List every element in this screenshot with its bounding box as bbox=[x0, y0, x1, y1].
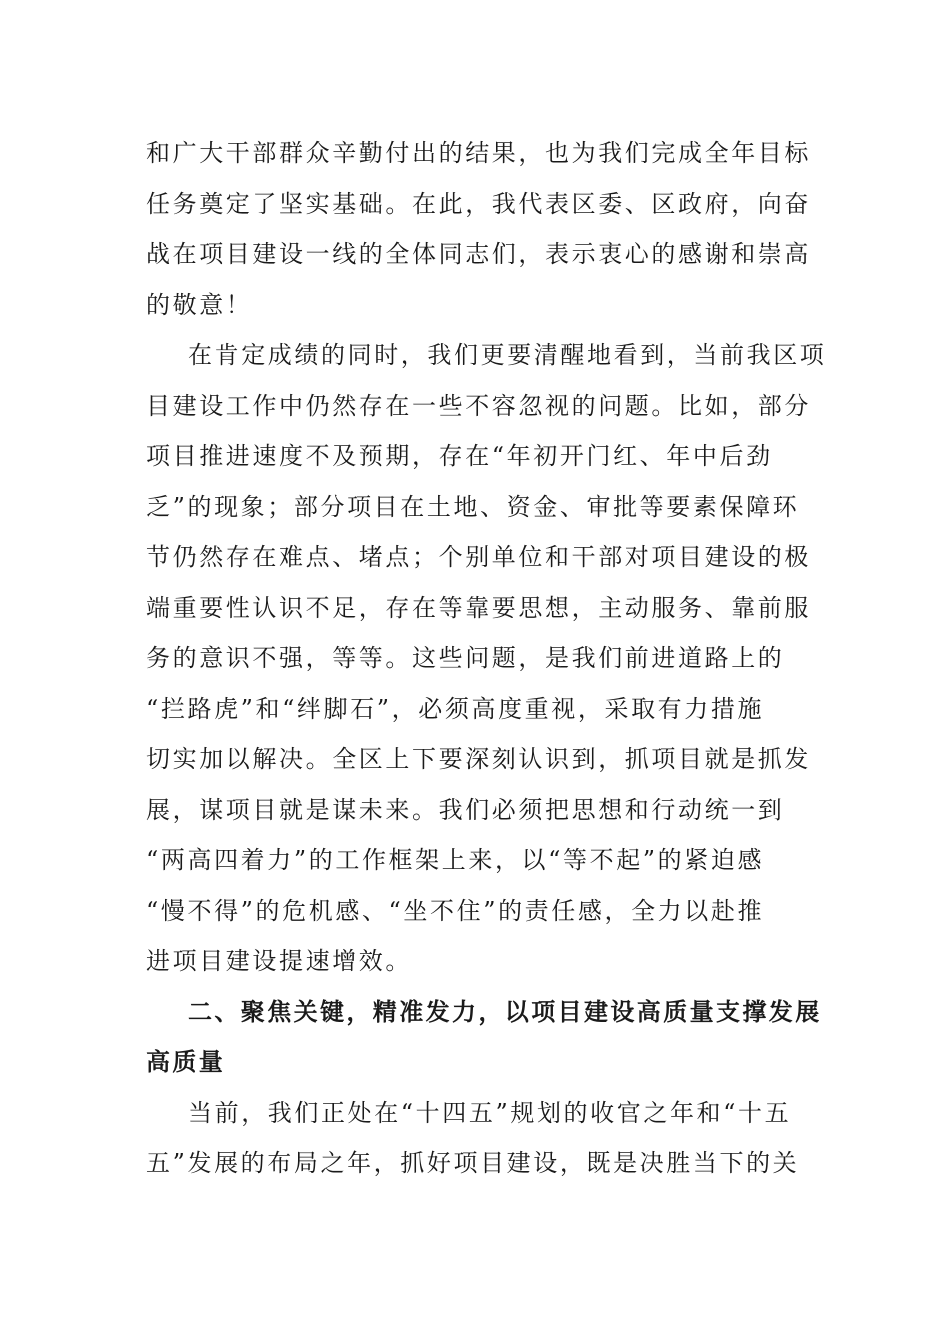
heading-line: 二、聚焦关键，精准发力，以项目建设高质量支撑发展 bbox=[188, 997, 822, 1026]
text-line: 节仍然存在难点、堵点；个别单位和干部对项目建设的极 bbox=[146, 543, 811, 571]
text-line: 的敬意！ bbox=[146, 290, 253, 319]
text-line: 在肯定成绩的同时，我们更要清醒地看到，当前我区项 bbox=[188, 341, 827, 369]
text-line: 进项目建设提速增效。 bbox=[146, 947, 412, 975]
text-line: “两高四着力”的工作框架上来，以“等不起”的紧迫感 bbox=[146, 846, 765, 874]
text-line: 和广大干部群众辛勤付出的结果，也为我们完成全年目标 bbox=[146, 139, 811, 167]
text-line: 战在项目建设一线的全体同志们，表示衷心的感谢和崇高 bbox=[146, 240, 811, 268]
text-line: 项目推进速度不及预期，存在“年初开门红、年中后劲 bbox=[146, 442, 773, 470]
document-body bbox=[146, 128, 827, 1189]
text-line: 任务奠定了坚实基础。在此，我代表区委、区政府，向奋 bbox=[146, 189, 811, 218]
text-line: 端重要性认识不足，存在等靠要思想，主动服务、靠前服 bbox=[146, 593, 811, 622]
text-line: “拦路虎”和“绊脚石”，必须高度重视，采取有力措施 bbox=[146, 694, 765, 723]
text-line: “慢不得”的危机感、“坐不住”的责任感，全力以赴推 bbox=[146, 896, 765, 925]
text-line: 展，谋项目就是谋未来。我们必须把思想和行动统一到 bbox=[146, 795, 785, 824]
paragraph-continuation bbox=[146, 128, 811, 330]
text-line: 当前，我们正处在“十四五”规划的收官之年和“十五 bbox=[188, 1098, 792, 1127]
text-line: 五”发展的布局之年，抓好项目建设，既是决胜当下的关 bbox=[146, 1149, 800, 1177]
paragraph-current bbox=[146, 1088, 806, 1189]
text-line: 乏”的现象；部分项目在土地、资金、审批等要素保障环 bbox=[146, 492, 800, 521]
heading-line: 高质量 bbox=[146, 1048, 226, 1076]
section-heading bbox=[146, 987, 822, 1088]
text-line: 切实加以解决。全区上下要深刻认识到，抓项目就是抓发 bbox=[146, 745, 811, 773]
text-line: 目建设工作中仍然存在一些不容忽视的问题。比如，部分 bbox=[146, 391, 811, 420]
paragraph-problems bbox=[146, 330, 827, 987]
text-line: 务的意识不强，等等。这些问题，是我们前进道路上的 bbox=[146, 644, 785, 672]
